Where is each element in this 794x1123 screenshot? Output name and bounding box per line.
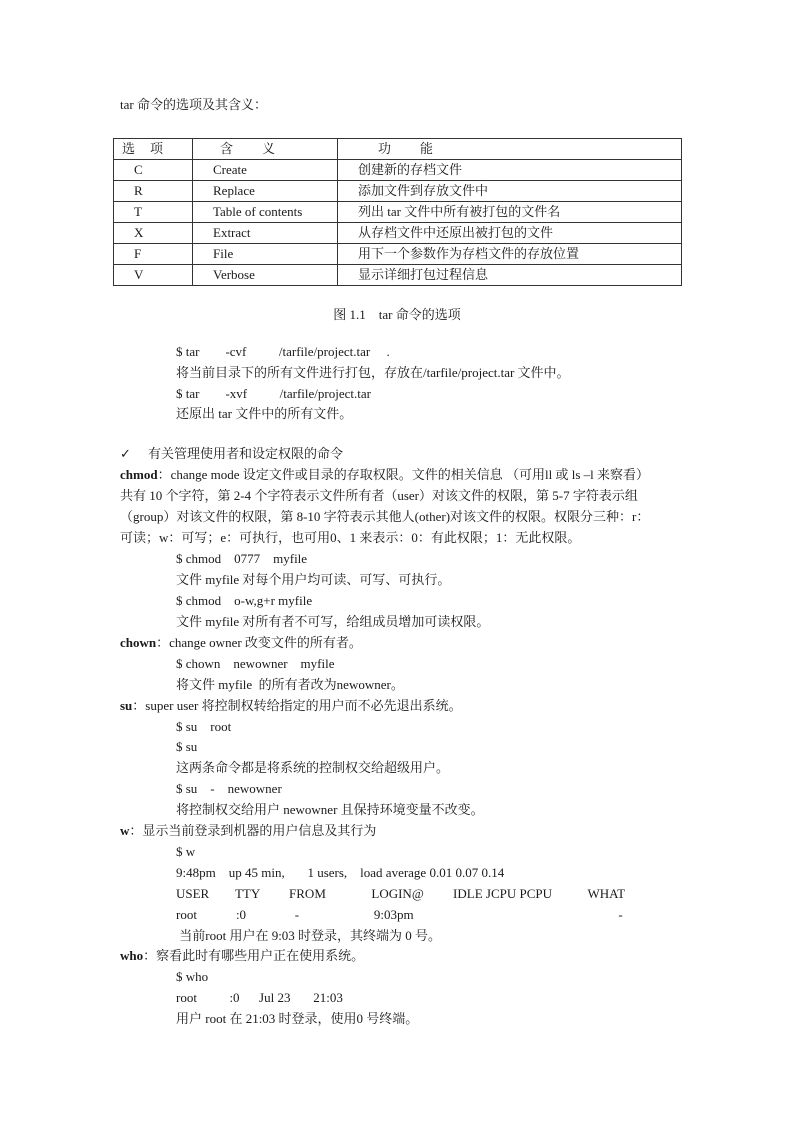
chmod-example-command: $ chmod 0777 myfile [176, 551, 308, 566]
su-example-command: $ su - newowner [176, 781, 282, 796]
intro-text: tar 命令的选项及其含义： [120, 97, 267, 112]
checkmark-icon: ✓ [120, 446, 131, 461]
cell-function: 添加文件到存放文件中 [338, 181, 682, 202]
cell-option: C [114, 160, 193, 181]
chmod-keyword: chmod [120, 467, 158, 482]
w-line [120, 823, 376, 839]
tar-example-description: 还原出 tar 文件中的所有文件。 [176, 406, 353, 421]
tar-example-command: $ tar -xvf /tarfile/project.tar [176, 386, 371, 401]
cell-function: 用下一个参数作为存档文件的存放位置 [338, 244, 682, 265]
chmod-description-line: （group）对该文件的权限，第 8-10 字符表示其他人(other)对该文件的权限。权限分三种：r： [120, 509, 650, 524]
cell-function: 列出 tar 文件中所有被打包的文件名 [338, 202, 682, 223]
cell-meaning: Create [193, 160, 338, 181]
chown-description: ：change owner 改变文件的所有者。 [156, 635, 362, 650]
who-line [120, 948, 364, 964]
w-output-header: USER TTY FROM LOGIN@ IDLE JCPU PCPU WHAT [176, 886, 626, 901]
chown-example-command: $ chown newowner myfile [176, 656, 335, 671]
section-title: 有关管理使用者和设定权限的命令 [148, 446, 344, 461]
table-row [114, 181, 682, 202]
table-row [114, 223, 682, 244]
who-description: ：察看此时有哪些用户正在使用系统。 [143, 948, 365, 963]
cell-function: 显示详细打包过程信息 [338, 265, 682, 286]
table-row [114, 265, 682, 286]
tar-example-command: $ tar -cvf /tarfile/project.tar . [176, 344, 390, 359]
table-caption: 图 1.1 tar 命令的选项 [333, 307, 461, 322]
w-output-line: 9:48pm up 45 min, 1 users, load average 0.01 0.07 0.14 [176, 865, 505, 880]
w-description: ：显示当前登录到机器的用户信息及其行为 [129, 823, 377, 838]
table-row [114, 160, 682, 181]
who-keyword: who [120, 948, 144, 963]
su-example-description: 这两条命令都是将系统的控制权交给超级用户。 [176, 760, 450, 775]
cell-option: R [114, 181, 193, 202]
chmod-description-line: 可读；w：可写；e：可执行，也可用0、1 来表示：0：有此权限；1：无此权限。 [120, 530, 581, 545]
header-option: 选 项 [114, 139, 193, 160]
table-row [114, 244, 682, 265]
chmod-example-description: 文件 myfile 对所有者不可写，给组成员增加可读权限。 [176, 614, 490, 629]
who-output-line: root :0 Jul 23 21:03 [176, 990, 343, 1005]
cell-option: V [114, 265, 193, 286]
section-heading [120, 446, 343, 462]
cell-meaning: File [193, 244, 338, 265]
su-example-command: $ su [176, 739, 198, 754]
w-keyword: w [120, 823, 130, 838]
su-example-description: 将控制权交给用户 newowner 且保持环境变量不改变。 [176, 802, 484, 817]
su-description: ：super user 将控制权转给指定的用户而不必先退出系统。 [132, 698, 462, 713]
chown-keyword: chown [120, 635, 157, 650]
su-keyword: su [120, 698, 133, 713]
who-example-command: $ who [176, 969, 209, 984]
cell-option: T [114, 202, 193, 223]
table-row [114, 202, 682, 223]
cell-option: X [114, 223, 193, 244]
w-output-line: root :0 - 9:03pm - [176, 907, 623, 922]
w-example-command: $ w [176, 844, 196, 859]
chmod-line [120, 467, 649, 483]
header-function: 功 能 [338, 139, 682, 160]
cell-function: 从存档文件中还原出被打包的文件 [338, 223, 682, 244]
who-example-description: 用户 root 在 21:03 时登录，使用0 号终端。 [176, 1011, 419, 1026]
cell-function: 创建新的存档文件 [338, 160, 682, 181]
cell-meaning: Extract [193, 223, 338, 244]
su-example-command: $ su root [176, 719, 232, 734]
chown-line [120, 635, 362, 651]
chmod-description: ：change mode 设定文件或目录的存取权限。文件的相关信息 （可用ll 或 ls –l 来察看） [157, 467, 650, 482]
su-line [120, 698, 462, 714]
table-header-row [114, 139, 682, 160]
cell-option: F [114, 244, 193, 265]
cell-meaning: Table of contents [193, 202, 338, 223]
w-example-description: 当前root 用户在 9:03 时登录，其终端为 0 号。 [176, 928, 442, 943]
cell-meaning: Verbose [193, 265, 338, 286]
cell-meaning: Replace [193, 181, 338, 202]
chmod-example-description: 文件 myfile 对每个用户均可读、可写、可执行。 [176, 572, 451, 587]
tar-example-description: 将当前目录下的所有文件进行打包，存放在/tarfile/project.tar 文件中。 [176, 365, 570, 380]
chown-example-description: 将文件 myfile 的所有者改为newowner。 [176, 677, 404, 692]
chmod-description-line: 共有 10 个字符，第 2-4 个字符表示文件所有者（user）对该文件的权限，第 5-7 字符表示组 [120, 488, 638, 503]
tar-options-table [113, 138, 682, 286]
chmod-example-command: $ chmod o-w,g+r myfile [176, 593, 313, 608]
header-meaning: 含 义 [193, 139, 338, 160]
